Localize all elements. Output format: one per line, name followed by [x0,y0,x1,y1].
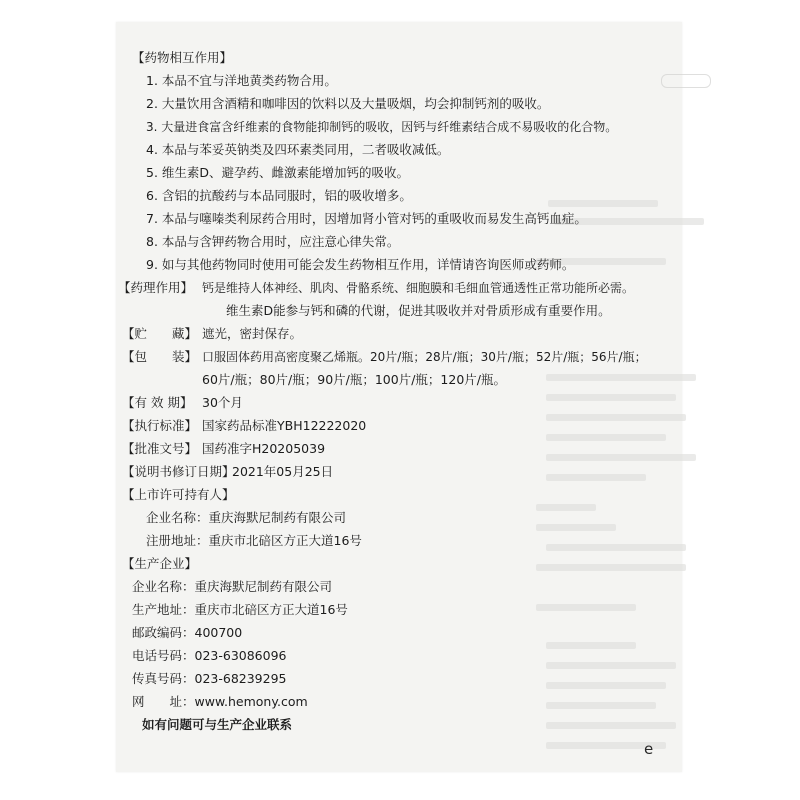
bleed-through-mark [546,642,636,649]
revision-value: 2021年05月25日 [232,464,334,479]
interaction-item-2: 2. 大量饮用含酒精和咖啡因的饮料以及大量吸烟，均会抑制钙剂的吸收。 [146,96,550,111]
bleed-through-mark [546,374,696,381]
leaflet-sheet [116,22,682,772]
standard-header: 【执行标准】 [122,418,198,433]
interaction-item-3: 3. 大量进食富含纤维素的食物能抑制钙的吸收，因钙与纤维素结合成不易吸收的化合物。 [146,120,618,134]
interaction-item-1: 1. 本品不宜与洋地黄类药物合用。 [146,73,337,88]
bleed-through-mark [546,474,646,481]
bleed-through-mark [546,702,656,709]
manufacturer-postcode: 邮政编码：400700 [132,625,243,640]
interaction-item-8: 8. 本品与含钾药物合用时，应注意心律失常。 [146,234,400,249]
bleed-through-mark [546,394,676,401]
package-text-line-2: 60片/瓶；80片/瓶；90片/瓶；100片/瓶；120片/瓶。 [202,372,506,387]
bleed-through-mark [546,454,696,461]
manufacturer-website: 网 址：www.hemony.com [132,694,308,709]
validity-value: 30个月 [202,395,243,410]
bleed-through-mark [546,722,676,729]
approval-value: 国药准字H20205039 [202,441,326,456]
bleed-through-mark [536,524,616,531]
bleed-through-mark [536,604,636,611]
pharmacology-header: 【药理作用】 [118,280,194,295]
bleed-through-mark [546,414,686,421]
approval-header: 【批准文号】 [122,441,198,456]
bleed-through-mark [536,564,686,571]
mah-header: 【上市许可持有人】 [122,487,235,502]
manufacturer-fax: 传真号码：023-68239295 [132,671,287,686]
package-text-line-1: 口服固体药用高密度聚乙烯瓶。20片/瓶；28片/瓶；30片/瓶；52片/瓶；56片/瓶； [202,350,647,364]
bleed-through-logo [661,74,711,88]
revision-header: 【说明书修订日期】 [122,464,235,479]
mah-company: 企业名称：重庆海默尼制药有限公司 [146,510,347,525]
pharmacology-text-line-1: 钙是维持人体神经、肌肉、骨骼系统、细胞膜和毛细血管通透性正常功能所必需。 [202,281,635,295]
bleed-through-mark [546,662,676,669]
manufacturer-header: 【生产企业】 [122,556,198,571]
standard-value: 国家药品标准YBH12222020 [202,418,367,433]
storage-value: 遮光，密封保存。 [202,326,303,341]
manufacturer-phone: 电话号码：023-63086096 [132,648,287,663]
storage-header: 【贮 藏】 [122,326,198,341]
interaction-item-6: 6. 含铝的抗酸药与本品同服时，铝的吸收增多。 [146,188,412,203]
interaction-item-7: 7. 本品与噻嗪类利尿药合用时，因增加肾小管对钙的重吸收而易发生高钙血症。 [146,211,587,226]
package-header: 【包 装】 [122,349,198,364]
bleed-through-mark [546,544,686,551]
mah-address: 注册地址：重庆市北碚区方正大道16号 [146,533,362,548]
bleed-through-mark [536,504,596,511]
validity-header: 【有 效 期】 [122,395,193,410]
contact-note: 如有问题可与生产企业联系 [142,717,293,732]
bleed-through-mark [546,434,666,441]
manufacturer-address: 生产地址：重庆市北碚区方正大道16号 [132,602,348,617]
interaction-item-9: 9. 如与其他药物同时使用可能会发生药物相互作用，详情请咨询医师或药师。 [146,257,575,272]
interaction-item-5: 5. 维生素D、避孕药、雌激素能增加钙的吸收。 [146,165,410,180]
bleed-through-mark [548,200,658,207]
bleed-through-mark [546,682,666,689]
pharmacology-text-line-2: 维生素D能参与钙和磷的代谢，促进其吸收并对骨质形成有重要作用。 [226,303,611,318]
interactions-header: 【药物相互作用】 [132,50,233,65]
corner-mark: e [644,740,654,758]
manufacturer-company: 企业名称：重庆海默尼制药有限公司 [132,579,333,594]
interaction-item-4: 4. 本品与苯妥英钠类及四环素类同用，二者吸收减低。 [146,142,450,157]
